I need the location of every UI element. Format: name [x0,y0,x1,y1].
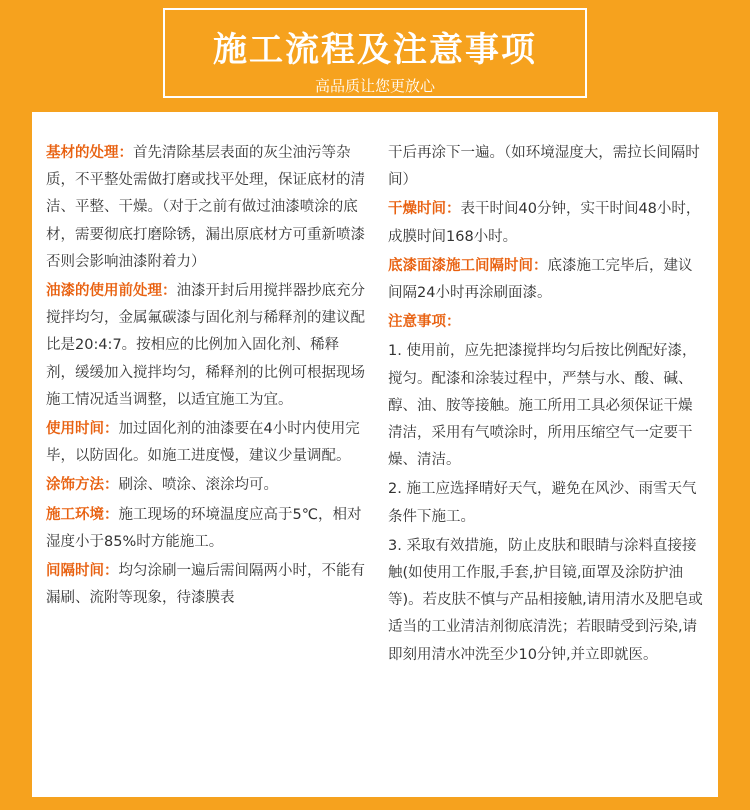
page-subtitle: 高品质让您更放心 [299,77,451,95]
section-substrate [46,140,368,276]
section-text: 干后再涂下一遍。（如环境湿度大，需拉长间隔时间） [388,145,700,189]
section-text: 1. 使用前，应先把漆搅拌均匀后按比例配好漆，搅匀。配漆和涂装过程中，严禁与水、酸、碱、醇、油、胺等接触。施工所用工具必须保证干燥清洁，采用有气喷涂时，所用压缩空气一定要干燥、清洁。 [388,343,697,469]
section-drying-time [388,196,706,250]
section-interval [46,558,368,612]
section-pre-treatment [46,278,368,414]
section-text: 表干时间40分钟，实干时间48小时，成膜时间168小时。 [388,201,701,245]
section-text: 加过固化剂的油漆要在4小时内使用完毕，以防固化。如施工进度慢，建议少量调配。 [46,421,360,465]
section-method [46,472,368,499]
section-label: 间隔时间： [46,563,119,580]
section-precautions [388,309,706,336]
section-label: 干燥时间： [388,201,461,218]
section-label: 底漆面漆施工间隔时间： [388,257,548,274]
section-text: 2. 施工应选择晴好天气，避免在风沙、雨雪天气条件下施工。 [388,481,697,525]
section-label: 涂饰方法： [46,477,119,494]
section-environment [46,502,368,556]
right-column [388,140,706,671]
precaution-item-3 [388,533,706,669]
page-title: 施工流程及注意事项 [213,30,537,70]
section-text: 刷涂、喷涂、滚涂均可。 [118,477,278,494]
section-interval-cont [388,140,706,194]
page-subtitle-band [163,74,587,98]
section-label: 使用时间： [46,421,119,438]
section-usage-time [46,416,368,470]
section-label: 施工环境： [46,506,119,523]
section-text: 油漆开封后用搅拌器抄底充分搅拌均匀，金属氟碳漆与固化剂与稀释剂的建议配比是20:4:7。按相应的比例加入固化剂、稀释剂，缓缓加入搅拌均匀，稀释剂的比例可根据现场施工情况适当调整，以适宜施工为宜。 [46,283,365,408]
section-label: 基材的处理： [46,145,133,161]
section-text: 首先清除基层表面的灰尘油污等杂质，不平整处需做打磨或找平处理，保证底材的清洁、平整、干燥。（对于之前有做过油漆喷涂的底材，需要彻底打磨除锈，漏出原底材方可重新喷漆否则会影响油漆附着力） [46,145,365,270]
precaution-item-1 [388,338,706,474]
section-text: 3. 采取有效措施，防止皮肤和眼睛与涂料直接接触(如使用工作服,手套,护目镜,面罩及涂防护油等)。若皮肤不慎与产品相接触,请用清水及肥皂或适当的工业清洁剂彻底清洗；若眼睛受到污染,请即刻用清水冲洗至少10分钟,并立即就医。 [388,537,703,663]
section-label: 注意事项： [388,314,461,331]
section-text: 底漆施工完毕后，建议间隔24小时再涂刷面漆。 [388,257,693,302]
precaution-item-2 [388,476,706,530]
section-label: 油漆的使用前处理： [46,283,177,300]
content-panel [32,112,718,797]
section-text: 均匀涂刷一遍后需间隔两小时，不能有漏刷、流附等现象，待漆膜表 [46,563,365,607]
section-coat-interval [388,253,706,307]
section-text: 施工现场的环境温度应高于5℃，相对湿度小于85%时方能施工。 [46,506,362,550]
left-column [46,140,368,614]
